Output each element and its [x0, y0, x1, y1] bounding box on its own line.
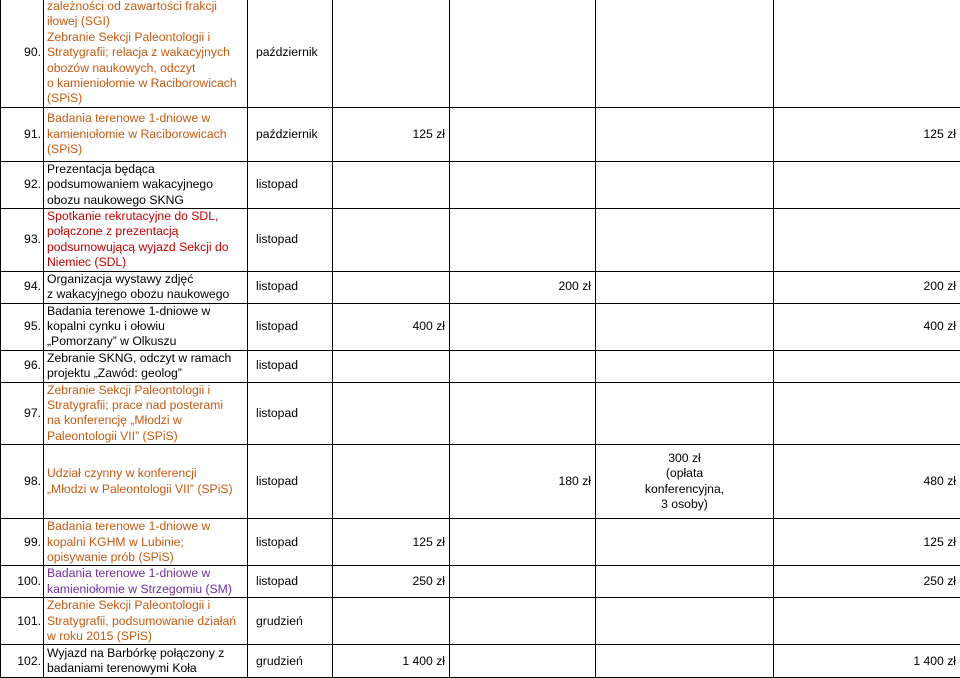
row-number-text: 102. [17, 654, 41, 668]
description-line: na konferencję „Młodzi w [47, 413, 182, 427]
cost-c3 [596, 645, 774, 678]
table-row [1, 382, 960, 445]
cost-value: 180 zł [558, 474, 591, 488]
row-number [1, 382, 44, 445]
total-cost [774, 566, 960, 598]
description-line: badaniami terenowymi Koła [47, 661, 197, 675]
activity-description [44, 445, 248, 519]
cost-c3 [596, 271, 774, 303]
cost-c1 [333, 350, 450, 382]
description-line: Badania terenowe 1-dniowe w [47, 111, 210, 125]
activity-month [248, 161, 333, 208]
cost-c2 [450, 382, 596, 445]
activity-description [44, 271, 248, 303]
cost-c1 [333, 107, 450, 161]
description-line: Spotkanie rekrutacyjne do SDL, [47, 209, 218, 223]
description-line: kopalni cynku i ołowiu [47, 319, 165, 333]
total-cost [774, 209, 960, 272]
cost-c1 [333, 519, 450, 566]
total-cost [774, 645, 960, 678]
cost-c1 [333, 445, 450, 519]
cost-c1 [333, 598, 450, 645]
row-number-text: 91. [24, 127, 41, 141]
activity-month [248, 645, 333, 678]
cost-value-line: 300 zł [668, 451, 701, 465]
cost-value: 125 zł [412, 127, 445, 141]
total-value: 200 zł [923, 279, 956, 293]
table-row [1, 161, 960, 208]
description-line: Stratygrafii; relacja z wakacyjnych [47, 45, 230, 59]
row-number-text: 95. [24, 319, 41, 333]
description-line: kamieniołomie w Raciborowicach [47, 127, 227, 141]
row-number-text: 94. [24, 279, 41, 293]
month-text: listopad [256, 358, 298, 372]
cost-c2 [450, 519, 596, 566]
table-row [1, 566, 960, 598]
row-number-text: 98. [24, 474, 41, 488]
cost-c2 [450, 271, 596, 303]
description-line: o kamieniołomie w Raciborowicach [47, 76, 237, 90]
activity-description [44, 566, 248, 598]
row-number [1, 445, 44, 519]
activity-month [248, 303, 333, 350]
description-line: Wyjazd na Barbórkę połączony z [47, 646, 224, 660]
row-number [1, 161, 44, 208]
cost-c3 [596, 566, 774, 598]
row-number [1, 519, 44, 566]
row-number-text: 93. [24, 232, 41, 246]
activity-description [44, 107, 248, 161]
description-line: (SPiS) [47, 91, 82, 105]
activity-description [44, 0, 248, 107]
cost-c3 [596, 519, 774, 566]
description-line: Badania terenowe 1-dniowe w [47, 566, 210, 580]
description-line: z wakacyjnego obozu naukowego [47, 287, 229, 301]
cost-c1 [333, 645, 450, 678]
description-line: Badania terenowe 1-dniowe w [47, 519, 210, 533]
table-row [1, 303, 960, 350]
activity-month [248, 271, 333, 303]
activity-month [248, 519, 333, 566]
activity-description [44, 598, 248, 645]
activity-month [248, 566, 333, 598]
total-cost [774, 107, 960, 161]
table-row [1, 645, 960, 678]
cost-c2 [450, 350, 596, 382]
total-cost [774, 303, 960, 350]
total-value: 125 zł [923, 127, 956, 141]
total-cost [774, 445, 960, 519]
description-line: „Młodzi w Paleontologii VII” (SPiS) [47, 482, 233, 496]
description-line: Zebranie Sekcji Paleontologii i [47, 30, 210, 44]
activity-month [248, 382, 333, 445]
row-number [1, 598, 44, 645]
activity-month [248, 0, 333, 107]
cost-c1 [333, 303, 450, 350]
description-line: podsumowującą wyjazd Sekcji do [47, 240, 229, 254]
total-value: 1 400 zł [913, 654, 956, 668]
total-value: 400 zł [923, 319, 956, 333]
total-value: 250 zł [923, 574, 956, 588]
cost-c1 [333, 382, 450, 445]
cost-c3 [596, 445, 774, 519]
activity-month [248, 107, 333, 161]
table-row [1, 445, 960, 519]
activity-description [44, 161, 248, 208]
cost-value: 200 zł [558, 279, 591, 293]
description-line: połączone z prezentacją [47, 224, 178, 238]
cost-c3 [596, 350, 774, 382]
row-number-text: 101. [17, 614, 41, 628]
description-line: Udział czynny w konferencji [47, 466, 197, 480]
cost-c3 [596, 161, 774, 208]
activity-description [44, 209, 248, 272]
cost-c1 [333, 161, 450, 208]
cost-value: 250 zł [412, 574, 445, 588]
description-line: Stratygrafii, podsumowanie działań [47, 614, 236, 628]
row-number [1, 350, 44, 382]
description-line: kamieniołomie w Strzegomiu (SM) [47, 582, 232, 596]
description-line: Organizacja wystawy zdjęć [47, 272, 193, 286]
row-number [1, 209, 44, 272]
description-line: zależności od zawartości frakcji [47, 0, 217, 13]
description-line: projektu „Zawód: geolog” [47, 366, 182, 380]
cost-c3 [596, 303, 774, 350]
cost-c1 [333, 209, 450, 272]
table-row [1, 209, 960, 272]
row-number-text: 99. [24, 535, 41, 549]
total-cost [774, 598, 960, 645]
cost-c2 [450, 107, 596, 161]
month-text: listopad [256, 319, 298, 333]
row-number-text: 96. [24, 358, 41, 372]
activity-description [44, 645, 248, 678]
cost-value-line: konferencyjna, [645, 482, 724, 496]
cost-c3 [596, 382, 774, 445]
table-row [1, 519, 960, 566]
activity-month [248, 209, 333, 272]
cost-c2 [450, 445, 596, 519]
row-number [1, 303, 44, 350]
row-number [1, 271, 44, 303]
description-line: Zebranie Sekcji Paleontologii i [47, 383, 210, 397]
total-cost [774, 519, 960, 566]
activity-month [248, 598, 333, 645]
activity-description [44, 350, 248, 382]
month-text: grudzień [256, 614, 303, 628]
month-text: listopad [256, 574, 298, 588]
table-row [1, 350, 960, 382]
cost-c2 [450, 209, 596, 272]
row-number [1, 645, 44, 678]
table-row [1, 107, 960, 161]
description-line: w roku 2015 (SPiS) [47, 629, 152, 643]
description-line: podsumowaniem wakacyjnego [47, 177, 213, 191]
cost-c2 [450, 598, 596, 645]
cost-value-line: 3 osoby) [661, 497, 708, 511]
month-text: grudzień [256, 654, 303, 668]
total-cost [774, 271, 960, 303]
description-line: Zebranie Sekcji Paleontologii i [47, 598, 210, 612]
month-text: listopad [256, 474, 298, 488]
row-number-text: 90. [24, 45, 41, 59]
cost-c2 [450, 645, 596, 678]
total-value: 480 zł [923, 474, 956, 488]
month-text: listopad [256, 535, 298, 549]
row-number-text: 92. [24, 177, 41, 191]
month-text: listopad [256, 406, 298, 420]
description-line: Badania terenowe 1-dniowe w [47, 304, 210, 318]
description-line: kopalni KGHM w Lubinie; [47, 535, 184, 549]
description-line: Prezentacja będąca [47, 162, 155, 176]
total-value: 125 zł [923, 535, 956, 549]
activity-description [44, 519, 248, 566]
cost-c2 [450, 566, 596, 598]
total-cost [774, 0, 960, 107]
table-row [1, 0, 960, 107]
total-cost [774, 161, 960, 208]
cost-value: 400 zł [412, 319, 445, 333]
table-row [1, 271, 960, 303]
activity-description [44, 382, 248, 445]
description-line: obozów naukowych, odczyt [47, 61, 195, 75]
description-line: iłowej (SGI) [47, 14, 110, 28]
row-number [1, 566, 44, 598]
row-number-text: 97. [24, 406, 41, 420]
cost-c3 [596, 209, 774, 272]
cost-value: 1 400 zł [402, 654, 445, 668]
activity-month [248, 445, 333, 519]
cost-c1 [333, 0, 450, 107]
activity-month [248, 350, 333, 382]
table-row [1, 598, 960, 645]
cost-c1 [333, 271, 450, 303]
cost-value-line: (opłata [666, 466, 703, 480]
description-line: Stratygrafii; prace nad posterami [47, 398, 223, 412]
month-text: październik [256, 127, 318, 141]
cost-c3 [596, 0, 774, 107]
cost-c2 [450, 161, 596, 208]
row-number [1, 0, 44, 107]
month-text: listopad [256, 232, 298, 246]
cost-c3 [596, 598, 774, 645]
description-line: Niemiec (SDL) [47, 255, 126, 269]
cost-c3 [596, 107, 774, 161]
description-line: „Pomorzany” w Olkuszu [47, 334, 176, 348]
description-line: (SPiS) [47, 142, 82, 156]
description-line: opisywanie prób (SPiS) [47, 550, 174, 564]
total-cost [774, 350, 960, 382]
cost-c2 [450, 303, 596, 350]
month-text: listopad [256, 279, 298, 293]
month-text: październik [256, 45, 318, 59]
cost-value: 125 zł [412, 535, 445, 549]
cost-c1 [333, 566, 450, 598]
total-cost [774, 382, 960, 445]
description-line: Zebranie SKNG, odczyt w ramach [47, 351, 231, 365]
row-number-text: 100. [17, 574, 41, 588]
row-number [1, 107, 44, 161]
description-line: Paleontologii VII” (SPiS) [47, 429, 178, 443]
cost-c2 [450, 0, 596, 107]
month-text: listopad [256, 177, 298, 191]
activity-description [44, 303, 248, 350]
description-line: obozu naukowego SKNG [47, 193, 184, 207]
